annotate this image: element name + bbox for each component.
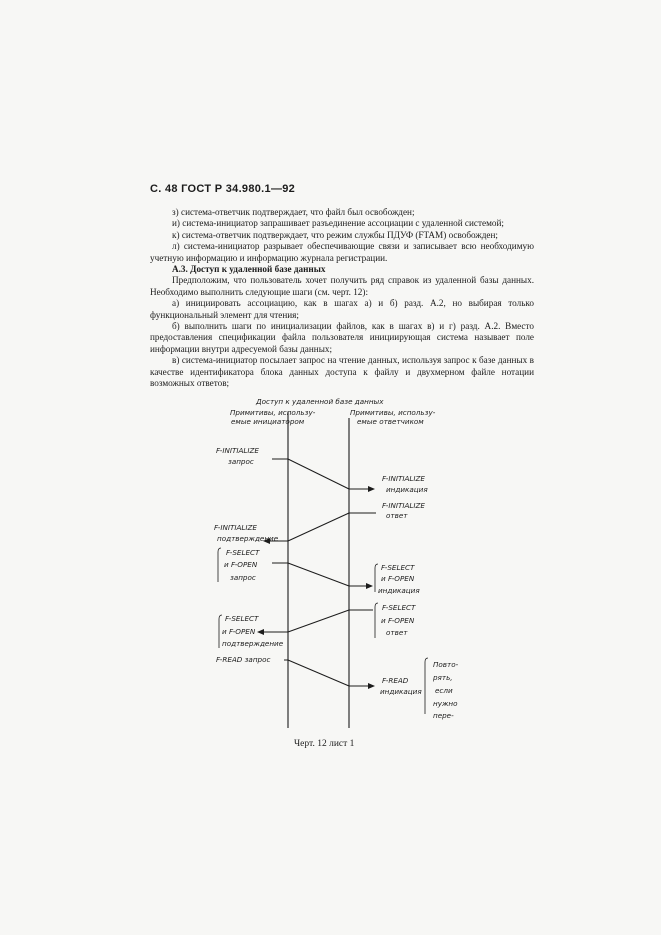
- arrow: [288, 513, 349, 541]
- right-label: и F-OPEN: [381, 574, 415, 583]
- left-label: запрос: [228, 457, 254, 466]
- arrow: [288, 660, 349, 686]
- left-label: F-SELECT: [226, 548, 260, 557]
- left-label: запрос: [230, 573, 256, 582]
- page-header: С. 48 ГОСТ Р 34.980.1—92: [150, 183, 296, 195]
- paragraph: б) выполнить шаги по инициализации файлов, как в шагах в) и г) разд. А.2. Вместо предоставления спецификации файла пользователя инициирующая система называет поле информации внутри адресуемой базы данных;: [150, 321, 534, 354]
- paragraph: в) система-инициатор посылает запрос на чтение данных, используя запрос к базе данных в качестве идентификатора блока данных доступа к файлу и двухмерном файле нотации возможных ответов;: [150, 355, 534, 389]
- right-label: и F-OPEN: [381, 616, 415, 625]
- paragraph: з) система-ответчик подтверждает, что файл был освобожден;: [172, 207, 415, 217]
- right-label: индикация: [380, 687, 422, 696]
- paragraph: а) инициировать ассоциацию, как в шагах а) и б) разд. А.2, но выбирая только функциональный элемент для чтения;: [150, 298, 534, 320]
- left-label: подтверждение: [217, 534, 279, 543]
- right-label: F-READ: [382, 676, 409, 685]
- left-label: подтверждение: [222, 639, 284, 648]
- figure-caption: Черт. 12 лист 1: [294, 739, 355, 749]
- arrow: [288, 459, 349, 489]
- repeat-note-line: если: [435, 686, 453, 695]
- paragraph: к) система-ответчик подтверждает, что режим службы ПДУФ (FTAM) освобожден;: [172, 229, 498, 240]
- repeat-note-line: Повто-: [433, 660, 459, 669]
- right-label: ответ: [386, 511, 408, 520]
- right-header-line1: Примитивы, использу-: [350, 408, 436, 417]
- right-label: F-SELECT: [382, 603, 416, 612]
- left-header-line2: емые инициатором: [231, 417, 305, 426]
- right-label: индикация: [378, 586, 420, 595]
- left-label: F-READ запрос: [216, 655, 271, 664]
- arrow: [288, 563, 349, 586]
- left-label: и F-OPEN: [224, 560, 258, 569]
- arrow: [288, 610, 349, 632]
- repeat-note-line: нужно: [433, 699, 458, 708]
- right-label: F-INITIALIZE: [382, 501, 425, 510]
- right-label: индикация: [386, 485, 428, 494]
- paragraph: и) система-инициатор запрашивает разъединение ассоциации с удаленной системой;: [172, 218, 504, 229]
- paragraph: л) система-инициатор разрывает обеспечивающие связи и записывает всю необходимую учетную информацию и информацию журнала регистрации.: [150, 241, 534, 263]
- section-title: А.3. Доступ к удаленной базе данных: [172, 264, 326, 275]
- diagram-title: Доступ к удаленной базе данных: [256, 397, 384, 406]
- left-header-line1: Примитивы, использу-: [230, 408, 316, 417]
- repeat-note-line: пере-: [433, 711, 454, 720]
- right-label: F-INITIALIZE: [382, 474, 425, 483]
- right-header-line2: емые ответчиком: [357, 417, 424, 426]
- paragraph: Предположим, что пользователь хочет получить ряд справок из удаленной базы данных. Необходимо выполнить следующие шаги (см. черт. 12):: [150, 275, 534, 297]
- left-label: и F-OPEN: [222, 627, 256, 636]
- left-label: F-INITIALIZE: [216, 446, 259, 455]
- right-label: F-SELECT: [381, 563, 415, 572]
- repeat-note-line: рять,: [433, 673, 453, 682]
- left-label: F-SELECT: [225, 614, 259, 623]
- right-label: ответ: [386, 628, 408, 637]
- left-label: F-INITIALIZE: [214, 523, 257, 532]
